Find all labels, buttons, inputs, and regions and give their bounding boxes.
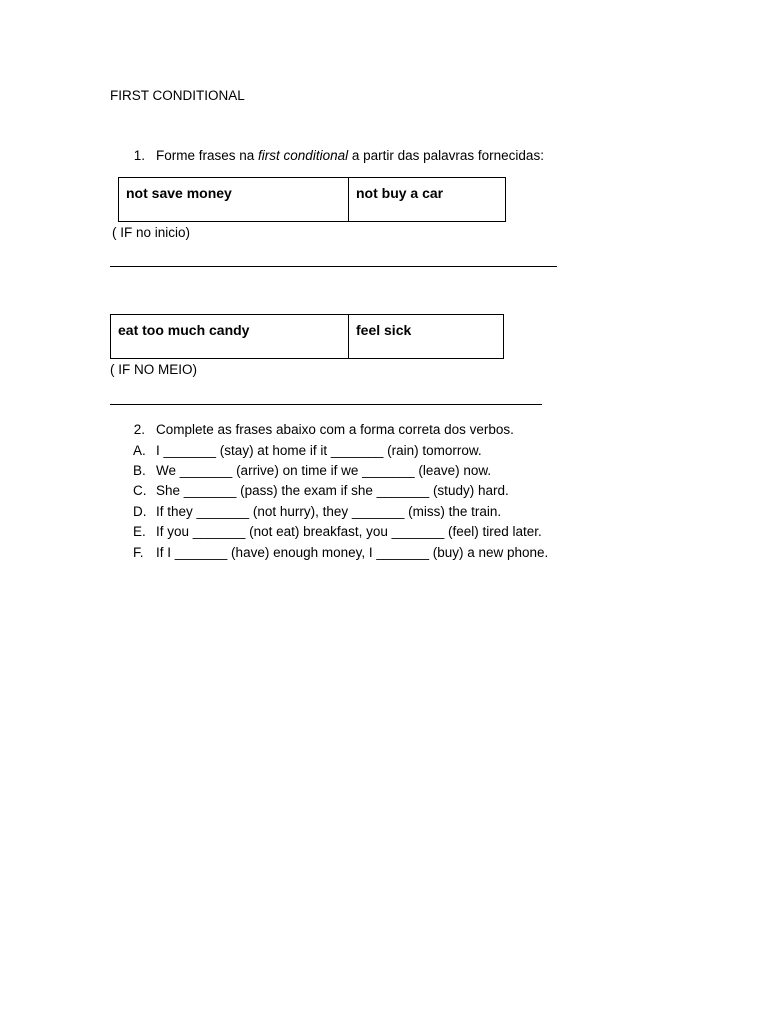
- list-item-letter: F.: [133, 545, 144, 560]
- list-item-text: She _______ (pass) the exam if she _______ (study) hard.: [156, 483, 509, 498]
- question-1-text: [156, 148, 544, 165]
- list-item-text: If they _______ (not hurry), they _______ (miss) the train.: [156, 504, 502, 519]
- question-1-text-after: a partir das palavras fornecidas:: [348, 148, 544, 163]
- question-2-number: 2.: [133, 422, 145, 437]
- word-table-1: [118, 177, 506, 222]
- question-2-text: Complete as frases abaixo com a forma correta dos verbos.: [156, 422, 514, 437]
- list-item-text: If I _______ (have) enough money, I _______ (buy) a new phone.: [156, 545, 549, 560]
- list-item-letter: D.: [133, 504, 147, 519]
- word-table-2-cell-2: feel sick: [348, 315, 503, 358]
- question-1-number: 1.: [133, 148, 145, 163]
- word-table-2-cell-1: eat too much candy: [118, 322, 250, 338]
- document-title: FIRST CONDITIONAL: [110, 88, 245, 103]
- word-table-1-cell-1: not save money: [126, 185, 232, 201]
- answer-line-1[interactable]: [110, 266, 557, 267]
- hint-if-start: ( IF no inicio): [112, 225, 191, 240]
- list-item-letter: A.: [133, 443, 146, 458]
- question-1-text-italic: first conditional: [258, 148, 349, 163]
- list-item-letter: B.: [133, 463, 146, 478]
- list-item-text: I _______ (stay) at home if it _______ (rain) tomorrow.: [156, 443, 482, 458]
- word-table-1-cell-2: not buy a car: [348, 178, 505, 221]
- list-item-letter: E.: [133, 524, 146, 539]
- hint-if-middle: ( IF NO MEIO): [110, 362, 197, 377]
- list-item-letter: C.: [133, 483, 147, 498]
- answer-line-2[interactable]: [110, 404, 542, 405]
- list-item-text: We _______ (arrive) on time if we _______ (leave) now.: [156, 463, 492, 478]
- question-1-text-before: Forme frases na: [156, 148, 259, 163]
- word-table-2: [110, 314, 504, 359]
- list-item-text: If you _______ (not eat) breakfast, you _______ (feel) tired later.: [156, 524, 542, 539]
